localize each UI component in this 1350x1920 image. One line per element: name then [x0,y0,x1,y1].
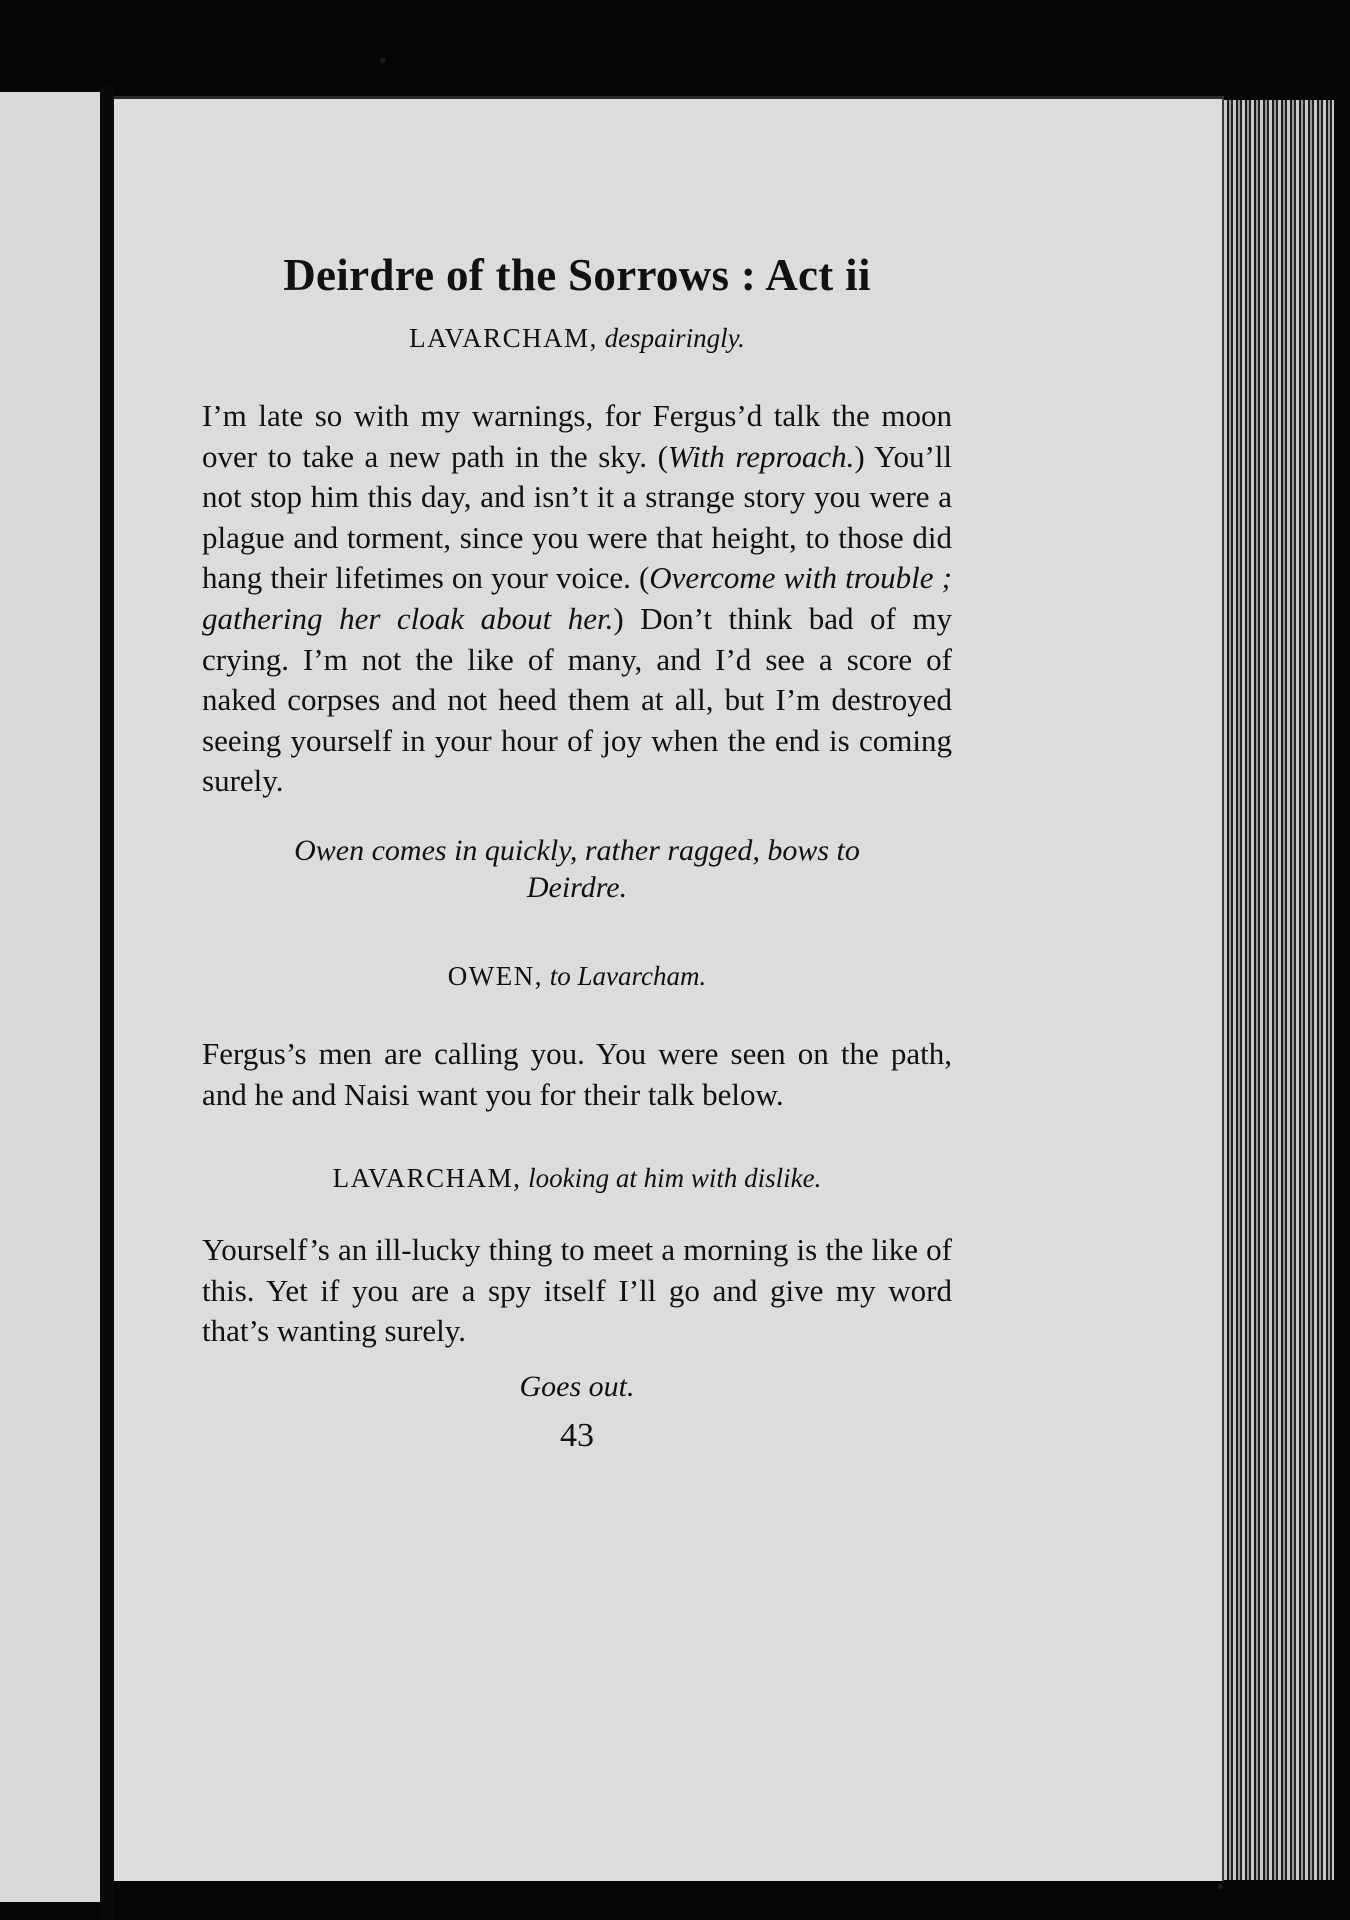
stage-direction-owen-enters: Owen comes in quickly, rather ragged, bows to Deirdre. [294,833,860,904]
inline-stage-direction: Overcome with trouble ; gathering her cloak about her. [202,560,952,636]
speaker-name: OWEN, [447,960,543,991]
speaker-heading-owen [202,961,952,992]
speaker-direction: despairingly. [604,323,745,353]
speaker-name: LAVARCHAM, [409,323,598,353]
speech-lavarcham-2: Yourself’s an ill-lucky thing to meet a morning is the like of this. Yet if you are a spy itself I’ll go and give my word that’s wanting surely. [202,1232,952,1349]
speech-lavarcham-1 [202,396,952,802]
facing-page-edge [0,92,100,1902]
speaker-heading-lavarcham-2 [202,1163,952,1194]
book-page [114,96,1224,1881]
dust-speck [1218,1884,1223,1889]
speaker-name: LAVARCHAM, [332,1163,522,1194]
running-head: Deirdre of the Sorrows : Act ii [283,250,871,300]
dust-speck [380,58,386,63]
page-number: 43 [560,1416,594,1454]
speaker-heading-lavarcham-1 [202,323,952,354]
stage-direction-goes-out: Goes out. [519,1369,635,1403]
inline-stage-direction: With reproach. [667,438,855,474]
speech-text: I’m late so with my warnings, for Fergus’d talk the moon over to take a new path in the sky. ( [202,398,952,474]
speech-owen: Fergus’s men are calling you. You were seen on the path, and he and Naisi want you for their talk below. [202,1035,952,1112]
speech-text: ) You’ll not stop him this day, and isn’t it a strange story you were a plague and torment, since you were that height, to those did hang their lifetimes on your voice. ( [202,438,953,596]
book-gutter [100,85,114,1920]
speaker-direction: looking at him with dislike. [528,1163,822,1194]
page-stack-edges [1224,100,1334,1880]
speech-text: ) Don’t think bad of my crying. I’m not the like of many, and I’d see a score of naked corpses and not heed them at all, but I’m destroyed seeing yourself in your hour of joy when the end is coming surely. [202,600,952,799]
speaker-direction: to Lavarcham. [549,960,707,991]
page-content [202,249,952,1455]
